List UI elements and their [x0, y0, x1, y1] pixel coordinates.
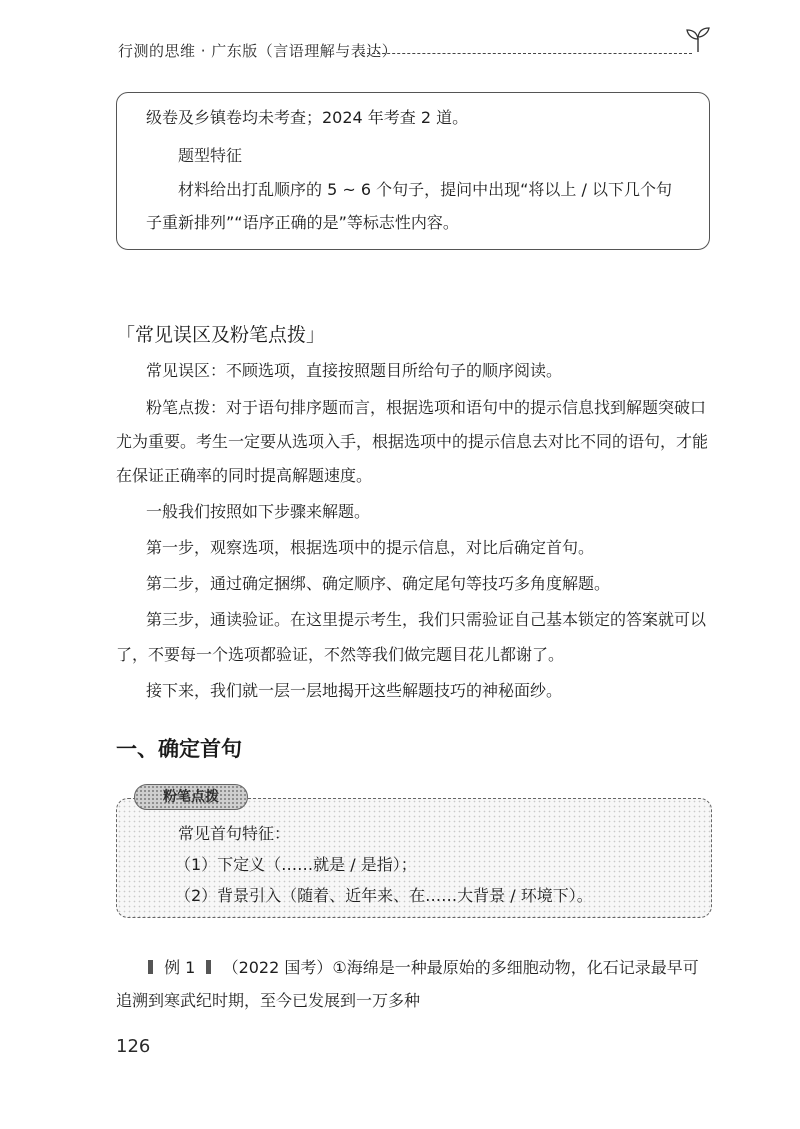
body-paragraph-line: 在保证正确率的同时提高解题速度。: [116, 466, 373, 485]
body-paragraph-line: 尤为重要。考生一定要从选项入手，根据选项中的提示信息去对比不同的语句，才能: [116, 432, 709, 451]
body-paragraph-line: 第三步，通读验证。在这里提示考生，我们只需验证自己基本锁定的答案就可以: [146, 610, 707, 629]
tips-item: （1）下定义（……就是 / 是指）；: [175, 855, 417, 874]
intro-line-3: 子重新排列”“语序正确的是”等标志性内容。: [146, 213, 459, 232]
example-heading-line: [148, 958, 699, 978]
header-divider: [362, 53, 692, 54]
example-marker-left: [148, 960, 153, 974]
tips-tab-label: 粉笔点拨: [134, 784, 248, 810]
section-label-misconceptions: 「常见误区及粉笔点拨」: [116, 324, 326, 346]
sprout-icon: [683, 24, 713, 54]
intro-line-2: 材料给出打乱顺序的 5 ~ 6 个句子，提问中出现“将以上 / 以下几个句: [178, 180, 672, 199]
body-paragraph-line: 接下来，我们就一层一层地揭开这些解题技巧的神秘面纱。: [146, 681, 563, 700]
body-paragraph-line: 了，不要每一个选项都验证，不然等我们做完题目花儿都谢了。: [116, 645, 565, 664]
running-header-title: 行测的思维 · 广东版（言语理解与表达）: [118, 42, 398, 60]
intro-line-1: 级卷及乡镇卷均未考查；2024 年考查 2 道。: [146, 108, 469, 127]
body-paragraph-line: 粉笔点拨：对于语句排序题而言，根据选项和语句中的提示信息找到解题突破口: [146, 398, 707, 417]
tips-intro: 常见首句特征：: [178, 824, 291, 843]
tips-item: （2）背景引入（随着、近年来、在……大背景 / 环境下）。: [175, 886, 593, 905]
body-paragraph-line: 一般我们按照如下步骤来解题。: [146, 502, 371, 521]
section-heading: 一、确定首句: [116, 737, 242, 761]
page-number: 126: [116, 1036, 151, 1057]
body-paragraph-line: 第一步，观察选项，根据选项中的提示信息，对比后确定首句。: [146, 538, 595, 557]
body-paragraph-line: 常见误区：不顾选项，直接按照题目所给句子的顺序阅读。: [146, 361, 563, 380]
example-text: （2022 国考）①海绵是一种最原始的多细胞动物，化石记录最早可: [222, 958, 699, 977]
example-marker-right: [206, 960, 211, 974]
body-paragraph-line: 第二步，通过确定捆绑、确定顺序、确定尾句等技巧多角度解题。: [146, 574, 611, 593]
intro-subheading: 题型特征: [178, 146, 243, 165]
example-label: 例 1: [164, 958, 196, 977]
example-text-continued: 追溯到寒武纪时期，至今已发展到一万多种: [116, 991, 421, 1010]
